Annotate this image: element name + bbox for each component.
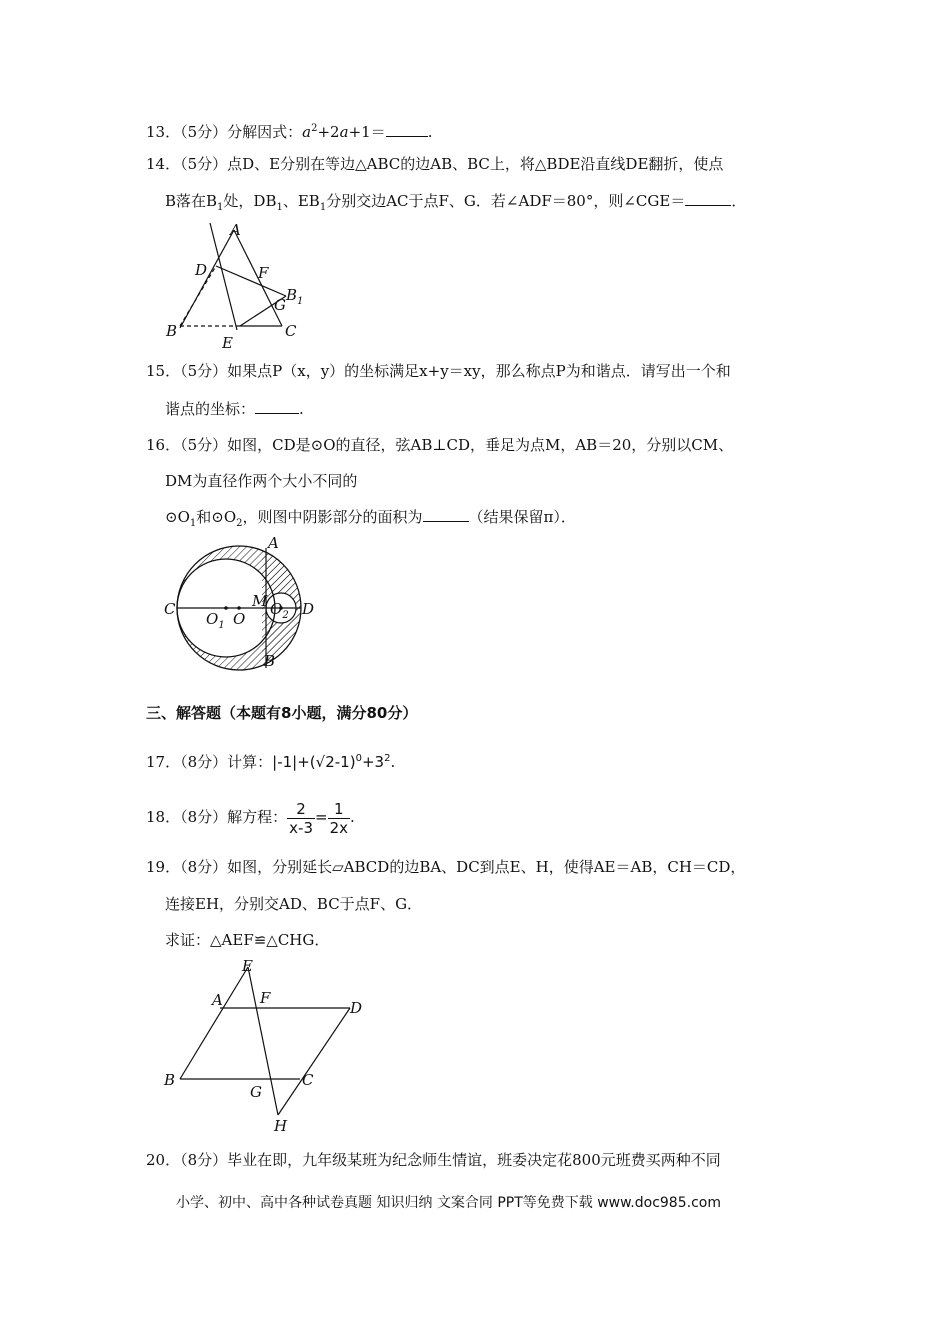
question-14-line2 [165,190,746,219]
math-text: +2 [317,123,340,141]
answer-blank[interactable] [685,191,731,206]
question-16 [146,434,733,456]
question-score: （8分） [180,808,228,826]
math-sup: 2 [384,753,391,764]
question-19-line2: 连接EH，分别交AD、BC于点F、G． [165,895,423,913]
label-o: O [233,610,246,628]
question-19 [146,856,745,878]
question-score: （5分） [180,155,228,173]
question-13 [146,118,432,143]
label-c: C [164,600,176,618]
punct: . [390,753,396,771]
label-o2: $O_2$ [270,600,289,621]
question-text: 和⊙O [196,508,237,526]
question-text: 、EB [282,192,320,210]
question-text: B落在B [165,192,218,210]
label-c: C [302,1071,314,1089]
label-d: D [302,600,315,618]
label-e: E [242,957,253,975]
question-text: （结果保留π）． [468,508,576,526]
page-footer: 小学、初中、高中各种试卷真题 知识归纳 文案合同 PPT等免费下载 www.doc985.com [176,1195,721,1211]
label-g: G [250,1083,262,1101]
question-text: 如图，CD是⊙O的直径，弦AB⊥CD，垂足为点M，AB＝20，分别以CM、 [227,436,734,454]
question-number: 14． [146,155,181,173]
label-d: D [350,999,363,1017]
question-score: （8分） [180,1151,228,1169]
question-text: ⊙O [165,508,190,526]
label-g: G [274,296,286,314]
punct: . [299,400,304,418]
question-number: 20． [146,1151,181,1169]
label-b: B [264,652,276,670]
answer-blank[interactable] [255,399,299,414]
line-de [210,223,237,330]
question-text: 如图，分别延长▱ABCD的边BA、DC到点E、H，使得AE＝AB，CH＝CD， [227,858,746,876]
question-16-line2 [165,470,357,492]
question-15-line2 [165,398,304,420]
question-text: 如果点P（x，y）的坐标满足x+y＝xy，那么称点P为和谐点．请写出一个和 [227,362,731,380]
question-text: 分别交边AC于点F、G．若∠ADF＝80°，则∠CGE＝ [326,192,686,210]
label-h: H [274,1117,288,1135]
math-var: a [339,123,349,141]
section-heading: 三、解答题（本题有8小题，满分80分） [146,704,418,722]
math-sup: 2 [311,123,318,134]
question-17 [146,748,395,773]
question-text: 分解因式： [227,123,303,141]
question-score: （8分） [180,858,228,876]
subscript: 1 [189,518,197,529]
label-a: A [230,221,241,239]
question-20 [146,1149,721,1171]
math-var: a [302,123,312,141]
line-dh [278,1008,350,1115]
label-b: B [164,1071,176,1089]
answer-blank[interactable] [423,507,469,522]
label-a: A [268,534,279,552]
question-number: 19． [146,858,181,876]
label-f: F [258,264,269,282]
line-be [180,967,248,1079]
question-text: ，则图中阴影部分的面积为 [242,508,423,526]
question-number: 16． [146,436,181,454]
question-score: （8分） [180,753,228,771]
label-o1: $O_1$ [206,610,225,631]
fraction-left: $\frac{2}{x-3}$ [289,799,313,837]
question-text: 点D、E分别在等边△ABC的边AB、BC上，将△BDE沿直线DE翻折，使点 [227,155,724,173]
math-expression: |-1|+(√2-1) [272,753,356,771]
question-text: 处，DB [223,192,277,210]
question-number: 15． [146,362,181,380]
subscript: 1 [319,202,327,213]
subscript: 1 [217,202,224,213]
label-a: A [212,991,223,1009]
math-expression: +3 [361,753,385,771]
question-14 [146,153,723,175]
question-19-line3: 求证：△AEF≌△CHG． [165,931,330,949]
answer-blank[interactable] [386,122,428,137]
punct: . [427,123,433,141]
question-18 [146,797,355,837]
subscript: 1 [276,202,283,213]
label-b: B [166,322,178,340]
question-15 [146,360,731,382]
question-text: DM为直径作两个大小不同的 [165,472,358,490]
question-number: 13． [146,123,181,141]
point-o1 [224,606,228,610]
question-score: （5分） [180,123,228,141]
label-d: D [195,261,208,279]
triangle-fold-figure [160,218,320,353]
line-db1 [216,266,286,296]
label-e: E [222,334,233,352]
label-b1: $B_1$ [286,286,304,307]
question-16-line3 [165,506,576,535]
subscript: 2 [236,518,243,529]
question-number: 18． [146,808,181,826]
question-text: 解方程： [227,808,288,826]
math-equals: = [315,808,328,826]
punct: . [350,808,355,826]
math-sup: 0 [355,753,362,764]
label-f: F [260,989,271,1007]
label-c: C [285,322,297,340]
math-text: +1＝ [348,123,386,141]
fraction-right: $\frac{1}{2x}$ [329,799,348,837]
punct: ． [731,192,747,210]
question-text: 谐点的坐标： [165,400,256,418]
circle-shaded-figure [160,534,320,674]
question-number: 17． [146,753,181,771]
label-m: M [252,592,268,610]
question-score: （5分） [180,362,228,380]
question-text: 毕业在即，九年级某班为纪念师生情谊，班委决定花800元班费买两种不同 [227,1151,721,1169]
question-score: （5分） [180,436,228,454]
parallelogram-figure [158,955,373,1135]
question-text: 计算： [227,753,273,771]
